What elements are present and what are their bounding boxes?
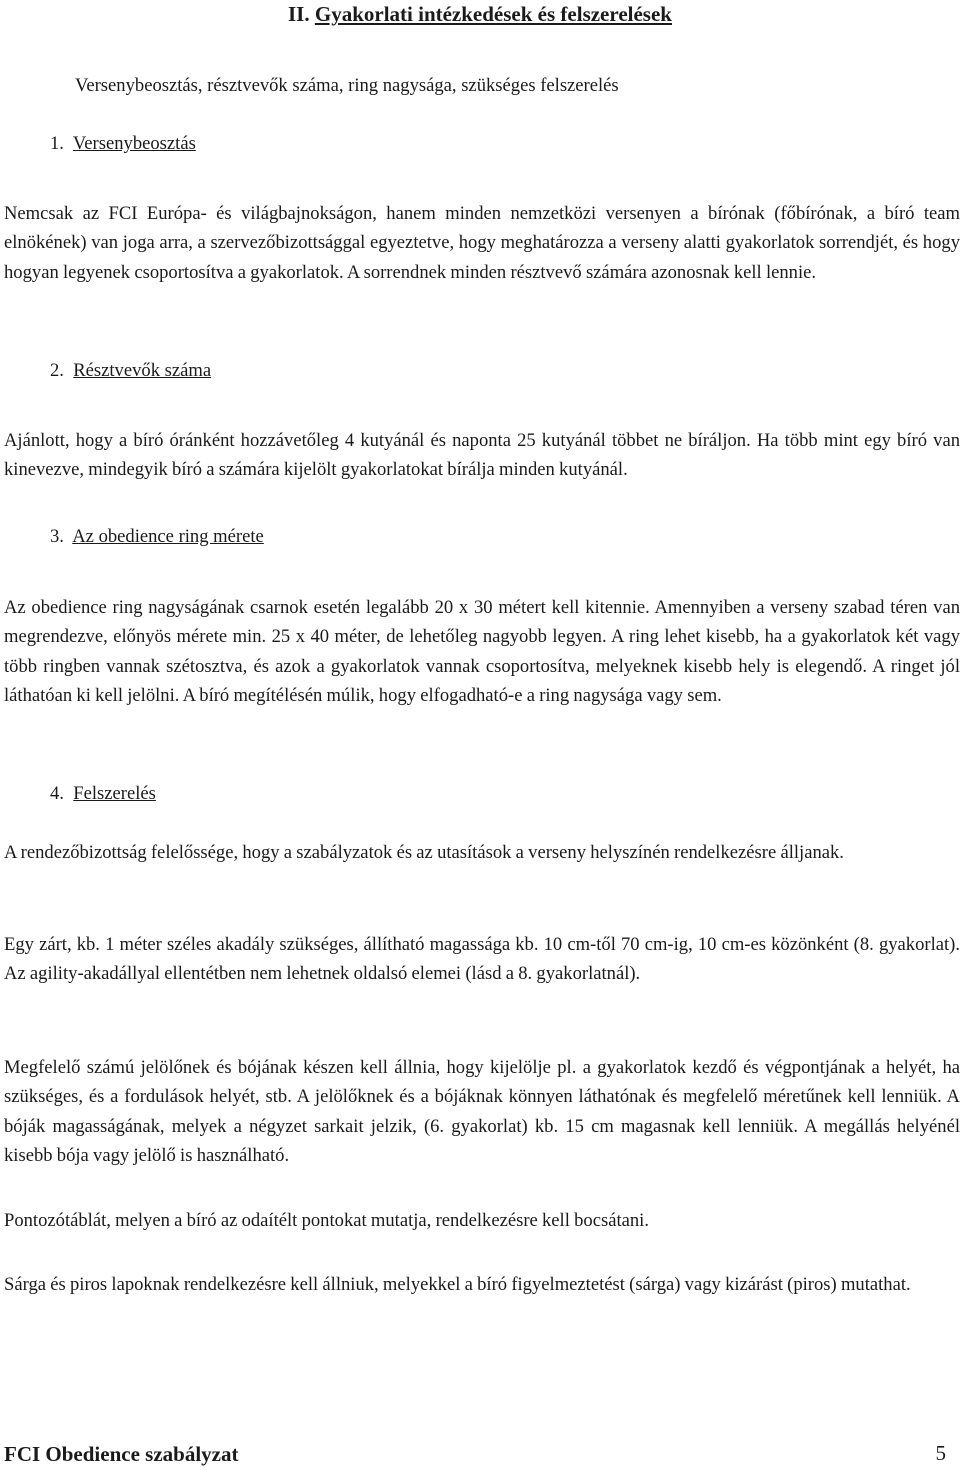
section-number: 4. bbox=[50, 783, 64, 804]
section-4-paragraph-4: Pontozótáblát, melyen a bíró az odaítélt pontokat mutatja, rendelkezésre kell bocsátani. bbox=[4, 1210, 650, 1231]
section-title: Résztvevők száma bbox=[73, 360, 212, 381]
chapter-heading bbox=[0, 1, 960, 27]
section-heading-1 bbox=[50, 132, 196, 156]
section-number: 3. bbox=[50, 526, 64, 547]
section-title: Felszerelés bbox=[73, 783, 156, 804]
section-3-paragraph-1: Az obedience ring nagyságának csarnok esetén legalább 20 x 30 métert kell kitennie. Amennyiben a verseny szabad téren van megrendezve, előnyös mérete min. 25 x 40 méter, de lehetőleg nagyobb legyen. A ring lehet kisebb, ha a gyakorlatok két vagy több ringben vannak szétosztva, és azok a gyakorlatok vannak csoportosítva, melyeknek kisebb hely is elegendő. A ringet jól láthatóan ki kell jelölni. A bíró megítélésén múlik, hogy elfogadható-e a ring nagysága vagy sem. bbox=[4, 597, 960, 706]
section-title: Az obedience ring mérete bbox=[72, 526, 264, 547]
section-heading-2 bbox=[50, 359, 211, 383]
section-4-paragraph-5: Sárga és piros lapoknak rendelkezésre kell állniuk, melyekkel a bíró figyelmeztetést (sárga) vagy kizárást (piros) mutathat. bbox=[4, 1274, 911, 1295]
section-number: 1. bbox=[50, 133, 64, 154]
footer-title: FCI Obedience szabályzat bbox=[4, 1442, 239, 1466]
page-number: 5 bbox=[935, 1441, 946, 1465]
section-1-paragraph-1: Nemcsak az FCI Európa- és világbajnokságon, hanem minden nemzetközi versenyen a bírónak (főbírónak, a bíró team elnökének) van joga arra, a szervezőbizottsággal egyeztetve, hogy meghatározza a verseny alatti gyakorlatok sorrendjét, és hogy hogyan legyenek csoportosítva a gyakorlatok. A sorrendnek minden résztvevő számára azonosnak kell lennie. bbox=[4, 203, 960, 283]
section-title: Versenybeosztás bbox=[72, 133, 196, 154]
section-heading-3 bbox=[50, 525, 264, 549]
chapter-title: Gyakorlati intézkedések és felszerelések bbox=[314, 2, 672, 26]
chapter-subtitle: Versenybeosztás, résztvevők száma, ring nagysága, szükséges felszerelés bbox=[75, 75, 619, 96]
chapter-numeral: II. bbox=[288, 2, 310, 26]
section-number: 2. bbox=[50, 360, 64, 381]
section-4-paragraph-2: Egy zárt, kb. 1 méter széles akadály szükséges, állítható magassága kb. 10 cm-től 70 cm-ig, 10 cm-es közönként (8. gyakorlat). Az agility-akadállyal ellentétben nem lehetnek oldalsó elemei (lásd a 8. gyakorlatnál). bbox=[4, 934, 960, 985]
section-4-paragraph-1: A rendezőbizottság felelőssége, hogy a szabályzatok és az utasítások a verseny helyszínén rendelkezésre álljanak. bbox=[4, 842, 844, 863]
section-2-paragraph-1: Ajánlott, hogy a bíró óránként hozzávetőleg 4 kutyánál és naponta 25 kutyánál többet ne bíráljon. Ha több mint egy bíró van kinevezve, mindegyik bíró a számára kijelölt gyakorlatokat bírálja minden kutyánál. bbox=[4, 430, 960, 481]
section-heading-4 bbox=[50, 782, 156, 806]
section-4-paragraph-3: Megfelelő számú jelölőnek és bójának készen kell állnia, hogy kijelölje pl. a gyakorlatok kezdő és végpontjának a helyét, ha szükséges, és a fordulások helyét, stb. A jelölőknek és a bójáknak könnyen láthatónak és megfelelő méretűnek kell lenniük. A bóják magasságának, melyek a négyzet sarkait jelzik, (6. gyakorlat) kb. 15 cm magasnak kell lenniük. A megállás helyénél kisebb bója vagy jelölő is használható. bbox=[4, 1057, 960, 1166]
